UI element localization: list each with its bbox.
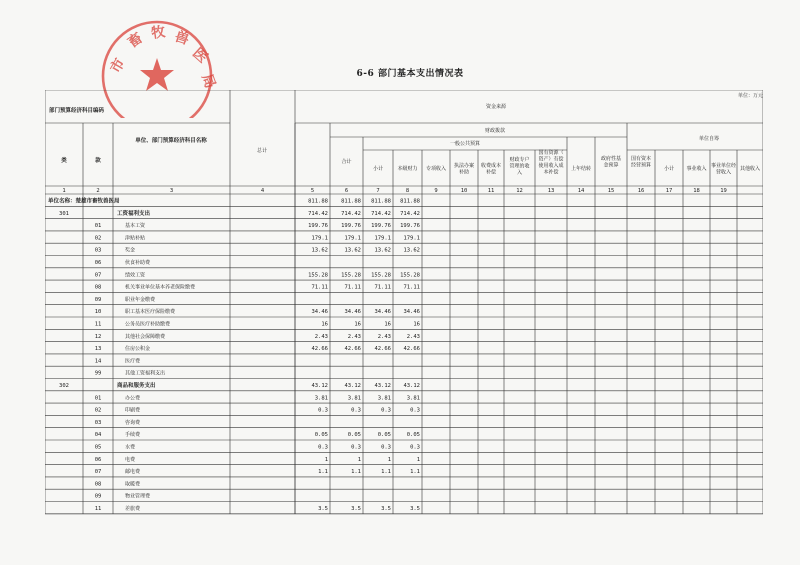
row-value: 42.66 [374,346,391,353]
row-subject-name: 商品和服务支出 [117,383,156,389]
row-value: 1.1 [351,469,361,476]
row-value: 1.1 [318,469,328,476]
header-charges: 收费成本补偿 [480,163,502,176]
row-value: 43.12 [344,383,361,389]
row-value: 42.66 [403,346,420,353]
row-subject-name: 手续费 [125,432,141,439]
column-number: 18 [693,188,700,194]
row-value: 179.1 [403,235,420,242]
row-value: 0.3 [410,444,420,451]
row-value: 199.76 [400,223,420,230]
svg-text:牧: 牧 [150,24,167,42]
column-number: 6 [344,188,349,194]
row-subject-name: 印刷费 [125,407,141,414]
unit-row-value: 811.88 [341,198,361,205]
row-value: 13.62 [403,247,420,254]
row-subject-name: 公务员医疗补助缴费 [125,321,171,328]
header-business-income: 事业收入 [686,166,707,172]
row-value: 0.3 [351,444,361,451]
row-value: 0.05 [377,432,391,439]
header-unit-self: 单位自筹 [698,136,720,142]
column-number: 10 [460,188,468,194]
svg-text:医: 医 [189,45,211,67]
header-special-income: 专项收入 [425,166,447,172]
row-kuan-code: 99 [94,370,102,377]
row-kuan-code: 04 [94,432,102,439]
header-total: 总计 [256,148,268,154]
unit-row-value: 811.88 [308,198,328,205]
row-kuan-code: 03 [94,419,102,426]
row-value: 42.66 [344,346,361,353]
header-state-assets: 国有资源（资产）有偿使用收入成本补偿 [538,150,564,176]
row-value: 3.5 [318,506,328,512]
row-subject-name: 医疗费 [125,358,141,365]
row-subject-name: 奖金 [125,247,136,254]
row-value: 3.81 [347,395,361,402]
column-number: 19 [720,188,727,194]
row-subject-name: 其他工资福利支出 [125,370,166,377]
row-value: 16 [384,321,391,328]
row-kuan-code: 06 [94,456,102,463]
row-value: 2.43 [314,333,328,340]
row-subject-name: 工资福利支出 [117,210,151,217]
row-lei-code: 301 [59,210,69,217]
header-benji: 本级财力 [397,166,418,172]
row-value: 3.81 [406,395,420,402]
row-subject-name: 绩效工资 [125,272,146,279]
row-subject-name: 职业年金缴费 [125,296,156,303]
budget-table [45,90,763,560]
row-kuan-code: 10 [94,309,102,316]
row-value: 42.66 [311,346,328,353]
row-value: 71.11 [374,284,391,291]
row-value: 3.5 [381,506,391,512]
row-value: 34.46 [374,309,391,316]
unit-row-value: 811.88 [400,198,420,205]
column-number: 9 [434,188,438,194]
row-value: 179.1 [344,235,361,242]
row-value: 13.62 [311,247,328,254]
row-value: 2.43 [406,333,420,340]
row-value: 714.42 [371,210,391,217]
row-kuan-code: 05 [94,444,102,451]
row-value: 199.76 [308,223,328,230]
column-number: 12 [516,188,523,194]
svg-text:市: 市 [107,55,129,76]
row-value: 2.43 [377,333,391,340]
row-value: 71.11 [344,284,361,291]
row-value: 0.05 [406,432,420,439]
row-value: 1 [416,456,420,463]
header-fund-source: 资金来源 [485,104,507,110]
column-number: 8 [405,188,410,194]
header-kuan: 款 [95,158,101,164]
row-subject-name: 住房公积金 [125,346,151,353]
row-value: 155.28 [371,272,391,279]
row-subject-name: 咨询费 [125,419,141,426]
row-value: 16 [354,321,361,328]
column-number: 16 [637,188,645,194]
row-value: 714.42 [308,210,328,217]
row-value: 71.11 [311,284,328,291]
row-kuan-code: 03 [94,247,102,254]
row-value: 1.1 [410,469,420,476]
row-value: 13.62 [374,247,391,254]
row-subject-name: 差旅费 [125,506,141,512]
row-kuan-code: 12 [94,333,102,340]
column-number: 4 [260,188,265,194]
row-kuan-code: 11 [94,321,102,328]
row-kuan-code: 01 [94,223,102,230]
row-value: 3.81 [314,395,328,402]
header-carryover: 上年结转 [570,166,592,172]
row-value: 34.46 [311,309,328,316]
row-value: 0.05 [347,432,361,439]
document-title: 6-6 部门基本支出情况表 [356,69,464,79]
row-value: 714.42 [341,210,361,217]
header-state-capital: 国有资本经营预算 [630,156,652,169]
row-value: 13.62 [344,247,361,254]
row-subject-name: 其他社会保障缴费 [125,333,166,340]
row-value: 0.3 [381,444,391,451]
row-kuan-code: 09 [94,493,102,500]
row-value: 43.12 [374,383,391,389]
row-value: 43.12 [403,383,420,389]
header-dept-subject: 部门预算经济科目编码 [49,108,105,114]
row-value: 714.42 [400,210,420,217]
row-kuan-code: 02 [94,235,102,242]
row-value: 1 [357,456,361,463]
row-value: 2.43 [347,333,361,340]
row-kuan-code: 11 [94,506,102,512]
unit-name-row: 单位名称：楚雄市畜牧兽医局 [48,198,120,205]
header-other-income: 其他收入 [739,166,761,172]
row-subject-name: 机关事业单位基本养老保险缴费 [125,284,196,291]
row-lei-code: 302 [59,383,69,389]
column-number: 13 [547,188,555,194]
row-value: 0.3 [381,407,391,414]
row-value: 1.1 [381,469,391,476]
row-value: 16 [413,321,420,328]
row-value: 155.28 [308,272,328,279]
column-number: 5 [310,188,315,194]
row-kuan-code: 13 [94,346,102,353]
header-unit-subject: 单位、部门预算经济科目名称 [135,138,207,144]
header-operating-income: 事业单位经营收入 [710,163,737,176]
header-xiaoji: 小计 [372,166,384,172]
row-subject-name: 邮电费 [125,469,141,476]
column-number: 1 [62,188,66,194]
row-value: 155.28 [341,272,361,279]
row-subject-name: 物业管理费 [125,493,151,500]
column-number: 14 [577,188,585,194]
column-number: 3 [169,188,174,194]
row-kuan-code: 08 [94,284,102,291]
row-value: 1 [387,456,391,463]
row-subject-name: 基本工资 [125,223,146,230]
header-general-budget: 一般公共预算 [449,141,481,147]
column-number: 17 [665,188,673,194]
row-value: 3.81 [377,395,391,402]
row-value: 71.11 [403,284,420,291]
row-kuan-code: 07 [94,272,102,279]
header-lei: 类 [61,158,67,164]
row-value: 43.12 [311,383,328,389]
row-kuan-code: 09 [94,296,102,303]
svg-text:畜: 畜 [125,30,146,52]
svg-text:局: 局 [198,71,219,91]
row-value: 0.3 [318,444,328,451]
row-value: 0.3 [410,407,420,414]
column-number: 2 [96,188,100,194]
column-number: 15 [607,188,615,194]
row-kuan-code: 06 [94,260,102,266]
row-value: 1 [324,456,328,463]
row-subject-name: 取暖费 [125,481,141,488]
column-number: 7 [376,188,380,194]
row-value: 3.5 [410,506,420,512]
header-subtotal: 合计 [341,159,352,165]
row-subject-name: 津贴补贴 [125,235,146,242]
row-subject-name: 水费 [125,444,136,451]
header-fiscal-special: 财政专户管理的收入 [509,157,530,176]
row-value: 199.76 [371,223,391,230]
row-value: 34.46 [344,309,361,316]
header-unit-xiaoji: 小计 [663,166,675,172]
row-kuan-code: 07 [94,469,102,476]
row-value: 0.05 [314,432,328,439]
row-subject-name: 职工基本医疗保险缴费 [125,309,176,316]
header-fiscal-allocation: 财政拨款 [484,128,506,134]
row-kuan-code: 02 [94,407,102,414]
row-value: 0.3 [351,407,361,414]
row-kuan-code: 08 [94,481,102,488]
row-kuan-code: 01 [94,395,102,402]
row-value: 16 [321,321,328,328]
header-execution: 执法办案补助 [453,163,475,176]
unit-row-value: 811.88 [371,198,391,205]
row-value: 155.28 [400,272,420,279]
svg-text:兽: 兽 [172,28,192,49]
row-value: 179.1 [311,235,328,242]
row-subject-name: 伙食补助费 [125,260,151,266]
row-value: 34.46 [403,309,420,316]
column-number: 11 [487,188,495,194]
row-kuan-code: 14 [94,358,102,365]
row-value: 179.1 [374,235,391,242]
row-value: 199.76 [341,223,361,230]
row-subject-name: 办公费 [125,395,141,402]
unit-label: 单位：万元 [738,93,764,99]
row-value: 0.3 [318,407,328,414]
row-value: 3.5 [351,506,361,512]
header-gov-fund: 政府性基金预算 [600,156,622,169]
row-subject-name: 电费 [125,456,136,463]
